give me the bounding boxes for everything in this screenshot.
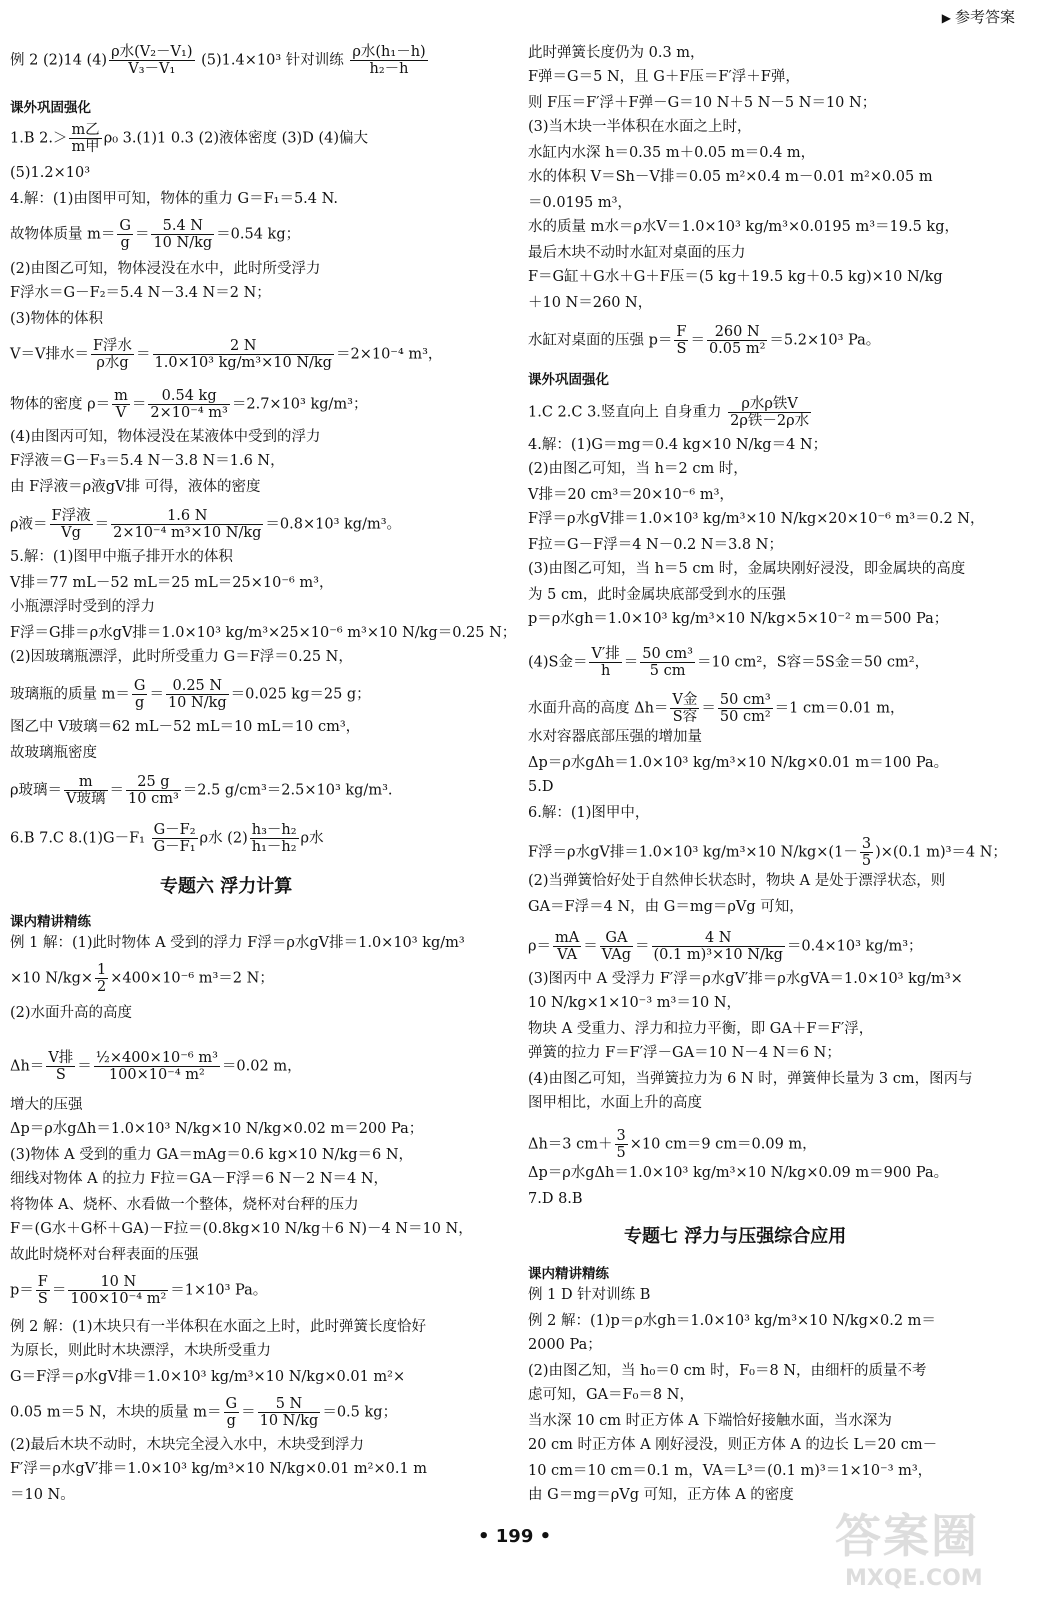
text-line: 弹簧的拉力 F＝F′浮－GA＝10 N－4 N＝6 N； <box>528 1045 841 1061</box>
text-line: F浮＝ρ水gV排＝1.0×10³ kg/m³×10 N/kg×20×10⁻⁶ m³＝0.2 N， <box>528 511 985 527</box>
text-line: 1.B 2.＞ $\frac{\text{m乙}}{\text{m甲}}$ ρ₀ 3.(1)1 0.3 (2)液体密度 (3)D (4)偏大 <box>10 122 368 155</box>
text-line: 水面升高的高度 Δh＝ $\frac{\text{V金}}{\text{S容}}$ ＝ $\frac{\text{50 cm³}}{\text{50 cm²}}$ ＝1 cm＝0.01 m， <box>528 692 905 725</box>
text-line: (2)由图乙可知，物体浸没在水中，此时所受浮力 <box>10 261 321 277</box>
text-line: (2)水面升高的高度 <box>10 1005 133 1021</box>
text-line: V排＝77 mL－52 mL＝25 mL＝25×10⁻⁶ m³， <box>10 575 334 591</box>
text-line: 6.解：(1)图甲中， <box>528 805 650 821</box>
text-line: (5)1.2×10³ <box>10 165 91 181</box>
text-line: (3)由图乙可知，当 h＝5 cm 时，金属块刚好浸没，即金属块的高度 <box>528 561 966 577</box>
text-line: 水的质量 m水＝ρ水V＝1.0×10³ kg/m³×0.0195 m³＝19.5 kg， <box>528 219 959 235</box>
text-line: 故玻璃瓶密度 <box>10 745 97 761</box>
watermark-logo <box>835 1500 1025 1590</box>
text-line: 10 cm＝10 cm＝0.1 m，VA＝L³＝(0.1 m)³＝1×10⁻³ m³， <box>528 1463 933 1479</box>
text-line: p＝ $\frac{F}{S}$ ＝ $\frac{10 N}{\text{100×10⁻⁴ m²}}$ ＝1×10³ Pa。 <box>10 1274 268 1307</box>
text-line: 水缸对桌面的压强 p＝ $\frac{F}{S}$ ＝ $\frac{260 N}{\text{0.05 m²}}$ ＝5.2×10³ Pa。 <box>528 324 881 357</box>
text-line: 4.解：(1)G＝mg＝0.4 kg×10 N/kg＝4 N； <box>528 437 828 453</box>
text-line: (2)当弹簧恰好处于自然伸长状态时，物块 A 是处于漂浮状态，则 <box>528 873 946 889</box>
text-line: (2)最后木块不动时，木块完全浸入水中，木块受到浮力 <box>10 1437 365 1453</box>
text-line: 5.D <box>528 779 554 795</box>
text-line: 图甲相比，水面上升的高度 <box>528 1095 702 1111</box>
triangle-icon: ▶ <box>941 11 951 25</box>
text-line: ＋10 N＝260 N， <box>528 295 653 311</box>
text-line: 4.解：(1)由图甲可知，物体的重力 G＝F₁＝5.4 N. <box>10 191 338 207</box>
text-line: 将物体 A、烧杯、水看做一个整体，烧杯对台秤的压力 <box>10 1197 359 1213</box>
text-line: 玻璃瓶的质量 m＝ $\frac{G}{g}$ ＝ $\frac{0.25 N}{10 N/kg}$ ＝0.025 kg＝25 g； <box>10 678 371 711</box>
text-line: 故物体质量 m＝ $\frac{G}{g}$ ＝ $\frac{5.4 N}{10 N/kg}$ ＝0.54 kg； <box>10 218 301 251</box>
text-line: 例 1 解：(1)此时物体 A 受到的浮力 F浮＝ρ水gV排＝1.0×10³ kg/m³ <box>10 935 465 951</box>
text-line: F弹＝G＝5 N，且 G＋F压＝F′浮＋F弹， <box>528 69 800 85</box>
text-line: 增大的压强 <box>10 1097 83 1113</box>
text-line: F浮液＝G－F₃＝5.4 N－3.8 N＝1.6 N， <box>10 453 285 469</box>
text-line: 虑可知，GA＝F₀＝8 N， <box>528 1387 694 1403</box>
text-line: 当水深 10 cm 时正方体 A 下端恰好接触水面，当水深为 <box>528 1413 892 1429</box>
text-line: Δp＝ρ水gΔh＝1.0×10³ kg/m³×10 N/kg×0.09 m＝900 Pa。 <box>528 1165 949 1181</box>
text-line: 物体的密度 ρ＝ $\frac{m}{V}$ ＝ $\frac{0.54 kg}{\text{2×10⁻⁴ m³}}$ ＝2.7×10³ kg/m³； <box>10 388 368 421</box>
text-line: 小瓶漂浮时受到的浮力 <box>10 599 155 615</box>
text-line: GA＝F浮＝4 N，由 G＝mg＝ρVg 可知， <box>528 899 804 915</box>
text-line: ρ＝ $\frac{mA}{VA}$ ＝ $\frac{GA}{\text{VAg}}$ ＝ $\frac{4 N}{\text{(0.1 m)³×10 N/kg}}$ ＝0.4×10³ kg/m³； <box>528 930 923 963</box>
text-line: (3)当木块一半体积在水面之上时， <box>528 119 752 135</box>
text-line: 6.B 7.C 8.(1)G－F₁ $\frac{\text{G－F₂}}{\text{G－F₁}}$ ρ水 (2) $\frac{\text{h₃－h₂}}{\text{h₁－h₂}}$ ρ水 <box>10 822 324 855</box>
header-label: 参考答案 <box>954 8 1015 26</box>
text-line: 例 2 解：(1)p＝ρ水gh＝1.0×10³ kg/m³×10 N/kg×0.2 m＝ <box>528 1313 936 1329</box>
text-line: Δh＝3 cm＋ $\frac{3}{5}$ ×10 cm＝9 cm＝0.09 m， <box>528 1128 817 1161</box>
text-line: ρ玻璃＝ $\frac{m}{\text{V玻璃}}$ ＝ $\frac{25 g}{\text{10 cm³}}$ ＝2.5 g/cm³＝2.5×10³ kg/m³. <box>10 774 393 807</box>
text-line: F浮＝G排＝ρ水gV排＝1.0×10³ kg/m³×25×10⁻⁶ m³×10 N/kg＝0.25 N； <box>10 625 517 641</box>
text-line: 图乙中 V玻璃＝62 mL－52 mL＝10 mL＝10 cm³， <box>10 719 361 735</box>
text-line: (4)S金＝ $\frac{\text{V′排}}{h}$ ＝ $\frac{\text{50 cm³}}{5 cm}$ ＝10 cm²，S容＝5S金＝50 cm²， <box>528 646 930 679</box>
text-line: (2)由图乙知，当 h₀＝0 cm 时，F₀＝8 N，由细杆的质量不考 <box>528 1363 927 1379</box>
text-line: 此时弹簧长度仍为 0.3 m， <box>528 45 705 61</box>
text-line: 例 2 (2)14 (4) $\frac{\text{ρ水(V₂－V₁)}}{\text{V₃－V₁}}$ (5)1.4×10³ 针对训练 $\frac{\text{ρ水(h₁－h)}}{\text{h₂－h}}$ <box>10 44 426 77</box>
text-line: F＝(G水＋G杯＋GA)－F拉＝(0.8kg×10 N/kg＋6 N)－4 N＝10 N， <box>10 1221 473 1237</box>
text-line: 2000 Pa； <box>528 1337 602 1353</box>
text-line: (2)由图乙可知，当 h＝2 cm 时， <box>528 461 748 477</box>
text-line: F浮＝ρ水gV排＝1.0×10³ kg/m³×10 N/kg×(1－ $\frac{3}{5}$ )×(0.1 m)³＝4 N； <box>528 836 1007 869</box>
text-line: ×10 N/kg× $\frac{1}{2}$ ×400×10⁻⁶ m³＝2 N； <box>10 962 274 995</box>
text-line: 例 1 D 针对训练 B <box>528 1287 651 1303</box>
text-line: F＝G缸＋G水＋G＋F压＝(5 kg＋19.5 kg＋0.5 kg)×10 N/kg <box>528 269 943 285</box>
text-line: 为 5 cm，此时金属块底部受到水的压强 <box>528 587 786 603</box>
topic-title: 专题七 浮力与压强综合应用 <box>624 1226 847 1247</box>
text-line: 水缸内水深 h＝0.35 m＋0.05 m＝0.4 m， <box>528 145 816 161</box>
answer-key-header <box>942 6 1015 27</box>
text-line: Δh＝ $\frac{\text{V排}}{S}$ ＝ $\frac{\text{½×400×10⁻⁶ m³}}{\text{100×10⁻⁴ m²}}$ ＝0.02 m， <box>10 1050 302 1083</box>
watermark-title: 答案圈 <box>835 1509 979 1563</box>
text-line: 则 F压＝F′浮＋F弹－G＝10 N＋5 N－5 N＝10 N； <box>528 95 877 111</box>
page-number: • 199 • <box>478 1526 552 1547</box>
text-line: 水的体积 V＝Sh－V排＝0.05 m²×0.4 m－0.01 m²×0.05 m <box>528 169 933 185</box>
text-line: 为原长，则此时木块漂浮，木块所受重力 <box>10 1343 271 1359</box>
text-line: 物块 A 受重力、浮力和拉力平衡，即 GA＋F＝F′浮， <box>528 1021 874 1037</box>
section-heading: 课内精讲精练 <box>528 1266 609 1282</box>
text-line: V＝V排水＝ $\frac{\text{F浮水}}{\text{ρ水g}}$ ＝ $\frac{2 N}{\text{1.0×10³ kg/m³×10 N/kg}}$ ＝2×10⁻⁴ m³， <box>10 338 443 371</box>
text-line: 5.解：(1)图甲中瓶子排开水的体积 <box>10 549 233 565</box>
text-line: 水对容器底部压强的增加量 <box>528 729 702 745</box>
text-line: 故此时烧杯对台秤表面的压强 <box>10 1247 199 1263</box>
text-line: F拉＝G－F浮＝4 N－0.2 N＝3.8 N； <box>528 537 783 553</box>
text-line: 由 F浮液＝ρ液gV排 可得，液体的密度 <box>10 479 261 495</box>
text-line: (4)由图乙可知，当弹簧拉力为 6 N 时，弹簧伸长量为 3 cm，图丙与 <box>528 1071 973 1087</box>
text-line: ＝10 N。 <box>10 1487 75 1503</box>
text-line: V排＝20 cm³＝20×10⁻⁶ m³， <box>528 487 734 503</box>
text-line: 例 2 解：(1)木块只有一半体积在水面之上时，此时弹簧长度恰好 <box>10 1319 426 1335</box>
topic-title: 专题六 浮力计算 <box>160 876 293 897</box>
text-line: (2)因玻璃瓶漂浮，此时所受重力 G＝F浮＝0.25 N， <box>10 649 353 665</box>
text-line: 10 N/kg×1×10⁻³ m³＝10 N， <box>528 995 742 1011</box>
text-line: 细线对物体 A 的拉力 F拉＝GA－F浮＝6 N－2 N＝4 N， <box>10 1171 389 1187</box>
text-line: 1.C 2.C 3.竖直向上 自身重力 $\frac{\text{ρ水ρ铁V}}{\text{2ρ铁－2ρ水}}$ <box>528 396 810 429</box>
text-line: 最后木块不动时水缸对桌面的压力 <box>528 245 746 261</box>
text-line: G＝F浮＝ρ水gV排＝1.0×10³ kg/m³×10 N/kg×0.01 m²× <box>10 1369 406 1385</box>
text-line: Δp＝ρ水gΔh＝1.0×10³ kg/m³×10 N/kg×0.01 m＝100 Pa。 <box>528 755 949 771</box>
text-line: 0.05 m＝5 N，木块的质量 m＝ $\frac{G}{g}$ ＝ $\frac{5 N}{10 N/kg}$ ＝0.5 kg； <box>10 1396 398 1429</box>
text-line: p＝ρ水gh＝1.0×10³ kg/m³×10 N/kg×5×10⁻² m＝500 Pa； <box>528 611 949 627</box>
text-line: 20 cm 时正方体 A 刚好浸没，则正方体 A 的边长 L＝20 cm－ <box>528 1437 938 1453</box>
text-line: Δp＝ρ水gΔh＝1.0×10³ N/kg×10 N/kg×0.02 m＝200 Pa； <box>10 1121 424 1137</box>
section-heading: 课外巩固强化 <box>10 100 91 116</box>
text-line: F浮水＝G－F₂＝5.4 N－3.4 N＝2 N； <box>10 285 271 301</box>
section-heading: 课外巩固强化 <box>528 372 609 388</box>
text-line: F′浮＝ρ水gV′排＝1.0×10³ kg/m³×10 N/kg×0.01 m²×0.1 m <box>10 1461 428 1477</box>
text-line: (4)由图丙可知，物体浸没在某液体中受到的浮力 <box>10 429 321 445</box>
text-line: (3)物体 A 受到的重力 GA＝mAg＝0.6 kg×10 N/kg＝6 N， <box>10 1147 414 1163</box>
watermark-url: MXQE.COM <box>845 1566 983 1591</box>
section-heading: 课内精讲精练 <box>10 914 91 930</box>
text-line: ρ液＝ $\frac{\text{F浮液}}{Vg}$ ＝ $\frac{1.6 N}{\text{2×10⁻⁴ m³×10 N/kg}}$ ＝0.8×10³ kg/m³。 <box>10 508 402 541</box>
text-line: 7.D 8.B <box>528 1191 583 1207</box>
text-line: (3)物体的体积 <box>10 311 104 327</box>
text-line: ＝0.0195 m³， <box>528 195 632 211</box>
text-line: (3)图丙中 A 受浮力 F′浮＝ρ水gV′排＝ρ水gVA＝1.0×10³ kg/m³× <box>528 971 963 987</box>
text-line: 由 G＝mg＝ρVg 可知，正方体 A 的密度 <box>528 1487 794 1503</box>
